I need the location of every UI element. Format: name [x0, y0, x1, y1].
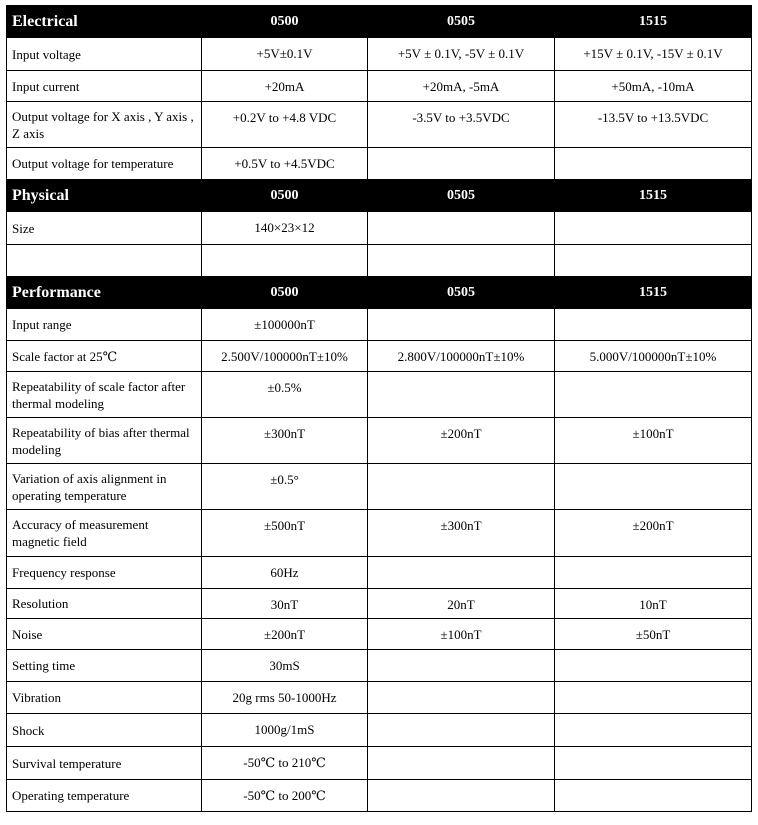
value-cell-1515: 10nT [555, 589, 752, 619]
value-cell-0500: +5V±0.1V [202, 38, 368, 71]
value-cell-0505 [368, 780, 555, 812]
value-cell-0505 [368, 212, 555, 245]
section-header-physical [7, 180, 752, 212]
table-row [7, 714, 752, 747]
section-title: Performance [7, 277, 202, 309]
value-cell-0500: -50℃ to 210℃ [202, 747, 368, 780]
row-label: Noise [7, 619, 202, 650]
value-cell-1515: +50mA, -10mA [555, 71, 752, 102]
row-label: Frequency response [7, 557, 202, 589]
table-row [7, 557, 752, 589]
row-label: Output voltage for temperature [7, 148, 202, 180]
column-header-0500: 0500 [202, 180, 368, 212]
value-cell-0500: 30mS [202, 650, 368, 682]
table-row [7, 148, 752, 180]
row-label: Scale factor at 25℃ [7, 341, 202, 372]
value-cell-0500: ±0.5% [202, 372, 368, 418]
value-cell-1515: -13.5V to +13.5VDC [555, 102, 752, 148]
row-label: Vibration [7, 682, 202, 714]
row-label: Accuracy of measurement magnetic field [7, 510, 202, 557]
table-row [7, 780, 752, 812]
row-label: Variation of axis alignment in operating temperature [7, 464, 202, 510]
column-header-1515: 1515 [555, 6, 752, 38]
column-header-0500: 0500 [202, 6, 368, 38]
value-cell-0505 [368, 747, 555, 780]
value-cell-0505: 20nT [368, 589, 555, 619]
value-cell-0505 [368, 650, 555, 682]
table-row [7, 747, 752, 780]
row-label: Output voltage for X axis , Y axis , Z axis [7, 102, 202, 148]
table-row [7, 650, 752, 682]
table-row [7, 464, 752, 510]
value-cell-1515 [555, 780, 752, 812]
value-cell-0500: ±100000nT [202, 309, 368, 341]
spec-table-body [7, 6, 752, 812]
value-cell-1515 [555, 714, 752, 747]
row-label: Input voltage [7, 38, 202, 71]
table-row [7, 309, 752, 341]
value-cell-0505: ±300nT [368, 510, 555, 557]
table-row [7, 510, 752, 557]
value-cell-0500: 20g rms 50-1000Hz [202, 682, 368, 714]
row-label [7, 245, 202, 277]
value-cell-0500: 140×23×12 [202, 212, 368, 245]
value-cell-0505 [368, 372, 555, 418]
value-cell-0500: 30nT [202, 589, 368, 619]
value-cell-0505 [368, 682, 555, 714]
value-cell-0505: +5V ± 0.1V, -5V ± 0.1V [368, 38, 555, 71]
value-cell-1515 [555, 747, 752, 780]
row-label: Operating temperature [7, 780, 202, 812]
value-cell-1515 [555, 650, 752, 682]
value-cell-1515: +15V ± 0.1V, -15V ± 0.1V [555, 38, 752, 71]
value-cell-0500: ±300nT [202, 418, 368, 464]
column-header-0505: 0505 [368, 277, 555, 309]
value-cell-1515: ±50nT [555, 619, 752, 650]
section-header-performance [7, 277, 752, 309]
row-label: Size [7, 212, 202, 245]
value-cell-0505: ±100nT [368, 619, 555, 650]
value-cell-1515 [555, 682, 752, 714]
value-cell-1515 [555, 309, 752, 341]
column-header-1515: 1515 [555, 277, 752, 309]
row-label: Resolution [7, 589, 202, 619]
value-cell-0505: ±200nT [368, 418, 555, 464]
table-row [7, 38, 752, 71]
value-cell-0505: 2.800V/100000nT±10% [368, 341, 555, 372]
row-label: Survival temperature [7, 747, 202, 780]
row-label: Repeatability of bias after thermal modeling [7, 418, 202, 464]
value-cell-1515 [555, 372, 752, 418]
column-header-0505: 0505 [368, 6, 555, 38]
column-header-0505: 0505 [368, 180, 555, 212]
table-row [7, 619, 752, 650]
table-row [7, 212, 752, 245]
value-cell-0500 [202, 245, 368, 277]
table-row [7, 418, 752, 464]
value-cell-0505 [368, 245, 555, 277]
value-cell-0500: ±500nT [202, 510, 368, 557]
value-cell-0505 [368, 557, 555, 589]
table-row [7, 245, 752, 277]
value-cell-0505 [368, 148, 555, 180]
row-label: Shock [7, 714, 202, 747]
value-cell-0500: 60Hz [202, 557, 368, 589]
value-cell-1515: ±100nT [555, 418, 752, 464]
value-cell-1515 [555, 464, 752, 510]
table-row [7, 589, 752, 619]
table-row [7, 372, 752, 418]
section-title: Physical [7, 180, 202, 212]
value-cell-1515 [555, 557, 752, 589]
value-cell-0505: -3.5V to +3.5VDC [368, 102, 555, 148]
value-cell-0500: ±0.5° [202, 464, 368, 510]
value-cell-0505 [368, 714, 555, 747]
value-cell-1515: ±200nT [555, 510, 752, 557]
section-title: Electrical [7, 6, 202, 38]
section-header-electrical [7, 6, 752, 38]
spec-table [6, 5, 752, 812]
value-cell-0500: +0.5V to +4.5VDC [202, 148, 368, 180]
value-cell-1515 [555, 245, 752, 277]
table-row [7, 71, 752, 102]
row-label: Input current [7, 71, 202, 102]
column-header-1515: 1515 [555, 180, 752, 212]
value-cell-0500: ±200nT [202, 619, 368, 650]
row-label: Setting time [7, 650, 202, 682]
value-cell-0500: +20mA [202, 71, 368, 102]
value-cell-0500: -50℃ to 200℃ [202, 780, 368, 812]
value-cell-1515 [555, 148, 752, 180]
value-cell-0505 [368, 309, 555, 341]
table-row [7, 682, 752, 714]
value-cell-0505 [368, 464, 555, 510]
row-label: Repeatability of scale factor after thermal modeling [7, 372, 202, 418]
value-cell-0500: +0.2V to +4.8 VDC [202, 102, 368, 148]
value-cell-0505: +20mA, -5mA [368, 71, 555, 102]
row-label: Input range [7, 309, 202, 341]
value-cell-0500: 1000g/1mS [202, 714, 368, 747]
column-header-0500: 0500 [202, 277, 368, 309]
value-cell-1515 [555, 212, 752, 245]
value-cell-0500: 2.500V/100000nT±10% [202, 341, 368, 372]
table-row [7, 341, 752, 372]
table-row [7, 102, 752, 148]
value-cell-1515: 5.000V/100000nT±10% [555, 341, 752, 372]
